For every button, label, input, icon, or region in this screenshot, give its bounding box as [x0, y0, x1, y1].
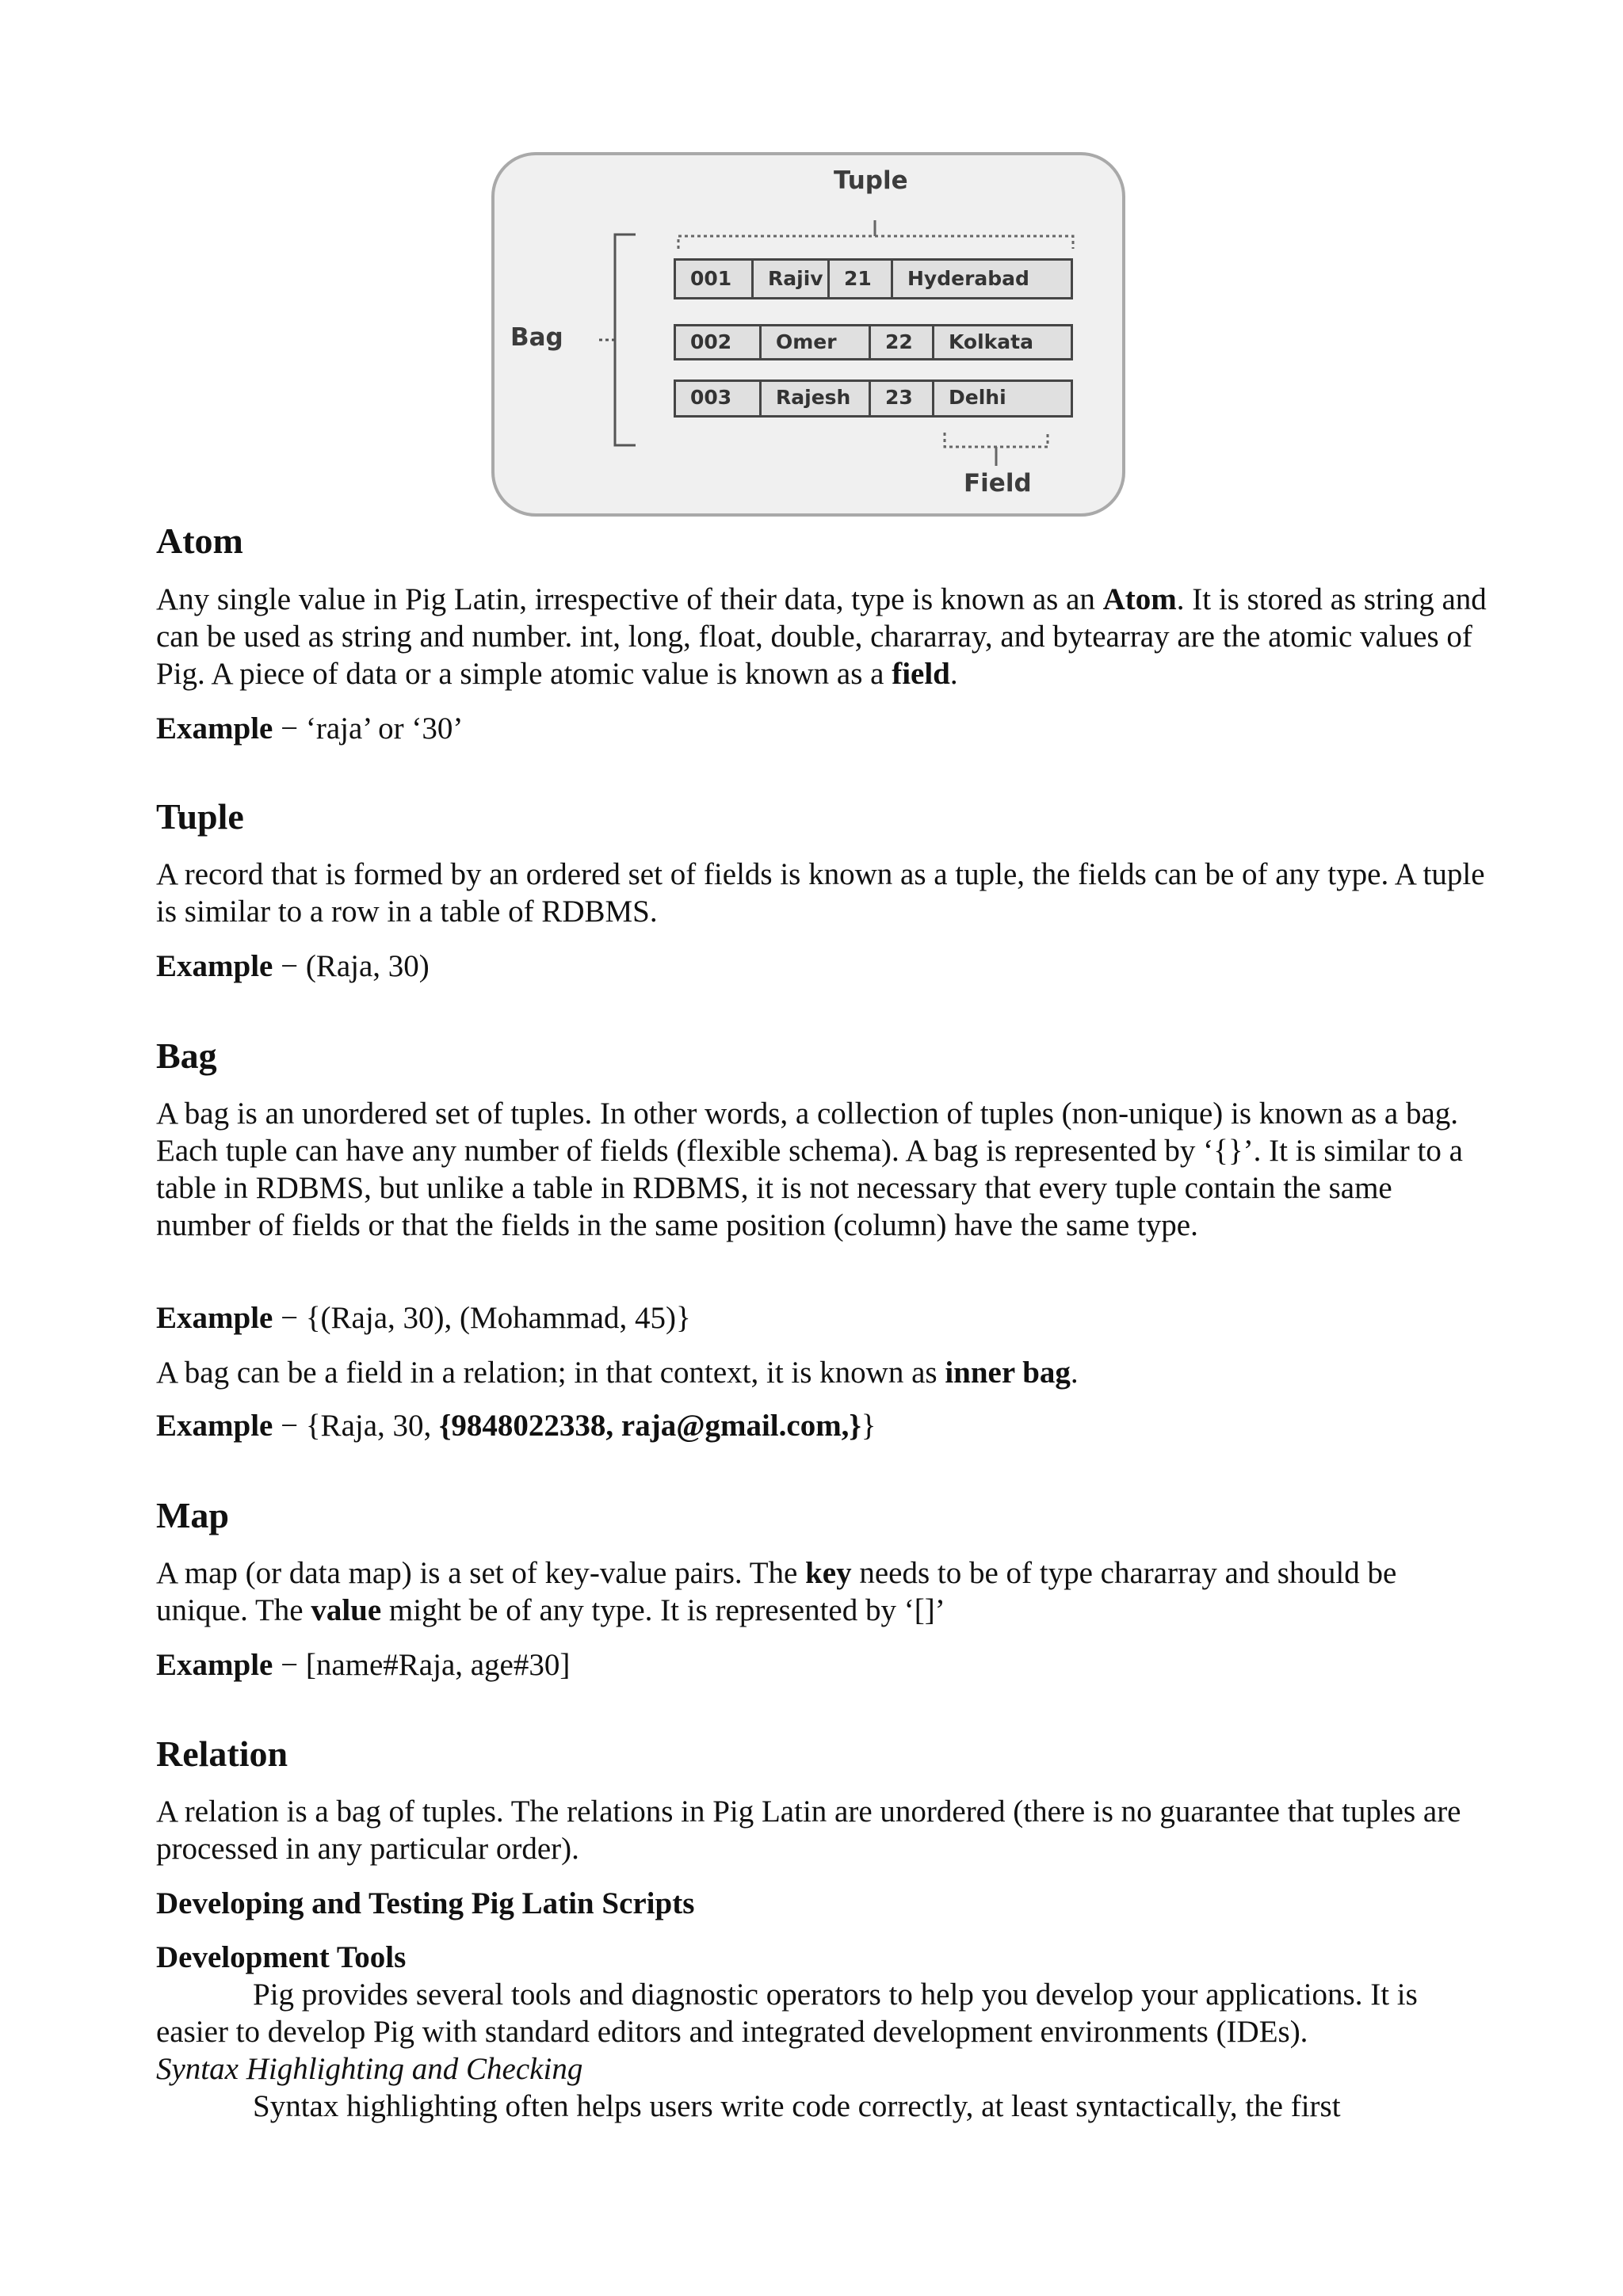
bold-term: inner bag [945, 1356, 1071, 1390]
bold-term: Atom [1102, 582, 1177, 616]
atom-paragraph [156, 581, 1487, 692]
tuple-heading: Tuple [156, 796, 244, 837]
text-span: . It is stored as string and can be used as string and number. int, long, float, double, chararray, and bytearray are the atomic values of Pig. A piece of data or a simple atomic value is known as a [156, 582, 1487, 691]
bold-term: {9848022338, raja@gmail.com,} [439, 1409, 861, 1443]
text-span: . [949, 657, 958, 691]
example-label: Example [156, 1301, 273, 1335]
text-span: needs to be of type chararray and should be unique. The [156, 1556, 1397, 1627]
bag-heading: Bag [156, 1035, 217, 1076]
syntax-paragraph: Syntax highlighting often helps users write code correctly, at least syntactically, the first [253, 2089, 1341, 2123]
text-span: Any single value in Pig Latin, irrespective of their data, type is known as an [156, 582, 1103, 616]
tuple-cell: 003 [676, 382, 762, 415]
map-heading: Map [156, 1495, 229, 1535]
example-text: } [861, 1409, 876, 1443]
bag-label: Bag [510, 323, 563, 352]
tuple-cell: Omer [762, 326, 871, 358]
atom-heading: Atom [156, 521, 243, 561]
tuple-paragraph: A record that is formed by an ordered set of fields is known as a tuple, the fields can be of any type. A tuple is similar to a row in a table of RDBMS. [156, 857, 1485, 929]
atom-example [156, 710, 1487, 747]
example-text: − [name#Raja, age#30] [273, 1648, 571, 1682]
bold-term: value [311, 1593, 382, 1627]
tuple-row [674, 258, 1073, 299]
example-label: Example [156, 1648, 273, 1682]
tuple-cell: Rajesh [762, 382, 871, 415]
syntax-title: Syntax Highlighting and Checking [156, 2052, 583, 2086]
map-paragraph [156, 1554, 1487, 1629]
text-span: A bag can be a field in a relation; in that context, it is known as [156, 1356, 945, 1390]
tuple-cell: 21 [830, 261, 893, 297]
relation-heading: Relation [156, 1733, 288, 1774]
bold-term: key [805, 1556, 852, 1590]
map-example [156, 1646, 1487, 1684]
bag-paragraph-2 [156, 1354, 1487, 1391]
text-span: . [1070, 1356, 1079, 1390]
dev-tools-title: Development Tools [156, 1940, 407, 1974]
text-span: might be of any type. It is represented by ‘[]’ [381, 1593, 945, 1627]
bold-term: field [892, 657, 950, 691]
tuple-cell: 001 [676, 261, 754, 297]
field-label: Field [964, 469, 1032, 498]
tuple-cell: 002 [676, 326, 762, 358]
example-text: − ‘raja’ or ‘30’ [273, 711, 464, 746]
tuple-example [156, 948, 1487, 985]
bag-example-2 [156, 1407, 1487, 1444]
example-label: Example [156, 1409, 273, 1443]
tuple-cell: 23 [871, 382, 934, 415]
tuple-cell: Rajiv [754, 261, 830, 297]
bag-tuple-field-figure [491, 152, 1125, 517]
tuple-label: Tuple [834, 166, 908, 195]
example-text: − {(Raja, 30), (Mohammad, 45)} [273, 1301, 691, 1335]
example-label: Example [156, 949, 273, 983]
tuple-cell: Delhi [949, 386, 1006, 409]
tuple-row [674, 379, 1073, 418]
relation-paragraph: A relation is a bag of tuples. The relations in Pig Latin are unordered (there is no guarantee that tuples are processed in any particular order). [156, 1794, 1461, 1866]
dev-title: Developing and Testing Pig Latin Scripts [156, 1886, 695, 1920]
tuple-cell: Hyderabad [907, 267, 1029, 290]
bag-example-1 [156, 1299, 1487, 1337]
tuple-cell: Kolkata [949, 330, 1033, 353]
example-text: − {Raja, 30, [273, 1409, 440, 1443]
dev-tools-paragraph: Pig provides several tools and diagnostic operators to help you develop your applications. It is easier to develop Pig with standard editors and integrated development environments (IDEs). [156, 1978, 1418, 2049]
bag-paragraph: A bag is an unordered set of tuples. In other words, a collection of tuples (non-unique) is known as a bag. Each tuple can have any number of fields (flexible schema). A bag is represented by ‘{}’. It is similar to a table in RDBMS, but unlike a table in RDBMS, it is not necessary that every tuple contain the same number of fields or that the fields in the same position (column) have the same type. [156, 1097, 1463, 1242]
example-label: Example [156, 711, 273, 746]
example-text: − (Raja, 30) [273, 949, 430, 983]
text-span: A map (or data map) is a set of key-value pairs. The [156, 1556, 806, 1590]
tuple-cell: 22 [871, 326, 934, 358]
tuple-row [674, 324, 1073, 360]
